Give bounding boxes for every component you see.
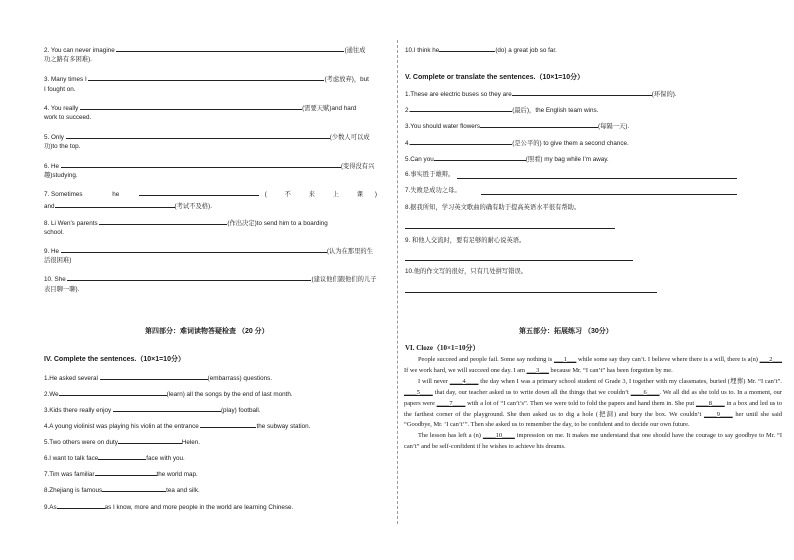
answer-blank[interactable] — [99, 218, 227, 225]
v-item-3: 3.You should water flowers (每隔一天). — [405, 123, 630, 130]
section-iv-heading: IV. Complete the sentences.（10×1=10分） — [44, 356, 185, 363]
question-2-cont: 功之路有多困难). — [44, 56, 92, 63]
answer-blank[interactable] — [61, 246, 327, 253]
answer-blank[interactable] — [480, 121, 598, 128]
question-7: 7. Sometimes he ( 不 来 上 课 ) — [44, 191, 377, 198]
question-8: 8. Li Wen's parents (作出决定)to send him to a boarding — [44, 220, 328, 227]
cloze-blank-6[interactable]: ____6____ — [630, 388, 660, 396]
answer-blank[interactable] — [100, 373, 208, 380]
question-6-cont: 趣)studying. — [44, 172, 78, 179]
v-item-9: 9. 和他人交流时，要有足够的耐心说英语。 — [405, 237, 526, 244]
answer-blank[interactable] — [95, 469, 157, 476]
answer-blank[interactable] — [410, 105, 512, 112]
question-10-cont: 表目聊一聊). — [44, 286, 80, 293]
answer-blank[interactable] — [116, 45, 344, 52]
section-v-heading: V. Complete or translate the sentences.（10×1=10分） — [405, 74, 585, 81]
cloze-blank-4[interactable]: ____4____ — [449, 377, 479, 385]
cloze-blank-2[interactable]: ___2___ — [759, 356, 782, 363]
cloze-blank-9[interactable]: ____9____ — [703, 410, 733, 418]
cloze-blank-5[interactable]: ____5____ — [404, 388, 433, 396]
cloze-passage — [404, 355, 782, 453]
question-4-cont: work to succeed. — [44, 114, 92, 121]
question-5: 5. Only (少数人可以成 — [44, 134, 370, 141]
v-item-7: 7.失败是成功之母。 — [405, 187, 461, 194]
answer-blank[interactable] — [66, 132, 330, 139]
iv-item-3: 3.Kids there really enjoy (play) football. — [44, 407, 261, 414]
answer-blank[interactable] — [113, 405, 221, 412]
cloze-paragraph-3: The lesson has left a (n) ____10____ impression on me. It makes me understand that one should have the courage to say goodbye to Mr. “I can’t” and be self-confident if he wishes to achieve his dreams. — [404, 432, 782, 451]
answer-blank[interactable] — [434, 154, 526, 161]
answer-line[interactable] — [457, 178, 737, 179]
answer-blank[interactable] — [80, 103, 302, 110]
answer-blank[interactable] — [57, 502, 105, 509]
section-vi-heading: VI. Cloze（10×1=10分） — [405, 344, 480, 352]
iv-item-9: 9.As as I know, more and more people in the world are learning Chinese. — [44, 504, 294, 511]
part-5-title: 第五部分：拓展练习 （30分） — [519, 328, 613, 335]
question-7-cont: and (考试不及格). — [44, 203, 212, 210]
answer-blank[interactable] — [88, 74, 324, 81]
answer-line[interactable] — [405, 228, 615, 229]
cloze-blank-8[interactable]: ____8____ — [695, 399, 725, 407]
answer-blank[interactable] — [98, 453, 146, 460]
iv-item-4: 4.A young violinist was playing his violin at the entrance the subway station. — [44, 423, 311, 430]
cloze-blank-10[interactable]: ____10____ — [482, 432, 515, 440]
cloze-paragraph-2: I will never ____4____ the day when I was a primary school student of Grade 3, I together with my classmates, buried (埋葬) Mr. “I can’t”. ____5____ that day, our teacher asked us to write down all the things that we couldn’t ____6____. We all did as she told us to. In a moment, our papers were ____7____ with a lot of “I can’t’s”. Then we were told to fold the papers and hand them in. She put ____8____ in a box and led us to the farthest corner of the playground. She then asked us to dig a hole (把洞) and bury the box. We couldn’t ____9____ her until she said “Goodbye, Mr. ‘I can’t’”. Then she asked us to remember the day, to be confident and to decide our own future. — [404, 377, 783, 429]
iv-item-6: 6.I want to talk face face with you. — [44, 455, 185, 462]
answer-blank[interactable] — [118, 437, 182, 444]
v-item-4: 4. (是公平的) to give them a second chance. — [405, 140, 629, 147]
question-9: 9. He (认为在那里的生 — [44, 248, 373, 255]
question-8-cont: school. — [44, 229, 64, 236]
answer-blank[interactable] — [102, 485, 166, 492]
question-10: 10. She (建议他们跟他们的儿子 — [44, 276, 377, 283]
question-9-cont: 活很困难) — [44, 257, 72, 264]
answer-line[interactable] — [481, 194, 737, 195]
v-item-5: 5.Can you (照看) my bag while I'm away. — [405, 156, 609, 163]
answer-blank[interactable] — [67, 274, 311, 281]
answer-blank[interactable] — [200, 421, 256, 428]
iv-item-7: 7.Tim was familiar the world map. — [44, 471, 198, 478]
answer-line[interactable] — [405, 260, 633, 261]
answer-blank[interactable] — [410, 138, 512, 145]
v-item-6: 6.事实胜于雄辩。 — [405, 171, 455, 178]
cloze-blank-1[interactable]: ___1___ — [553, 356, 577, 363]
question-4: 4. You really (需要天赋)and hard — [44, 105, 357, 112]
question-3: 3. Many times I (考虑放弃)，but — [44, 76, 369, 83]
v-item-10: 10.他的作文写的很好，只有几处拼写错误。 — [405, 268, 528, 275]
answer-line[interactable] — [405, 292, 657, 293]
answer-blank[interactable] — [55, 201, 175, 208]
answer-blank[interactable] — [59, 389, 167, 396]
question-10-right: 10.I think he (do) a great job so far. — [405, 47, 557, 54]
v-item-2: 2. (最后)，the English team wins. — [405, 107, 599, 114]
answer-blank[interactable] — [139, 189, 259, 196]
question-5-cont: 功)to the top. — [44, 143, 81, 150]
question-3-cont: I fought on. — [44, 86, 76, 93]
cloze-blank-7[interactable]: ____7____ — [436, 399, 466, 407]
cloze-blank-3[interactable]: ___3___ — [526, 366, 549, 374]
v-item-8: 8.据我所知，学习英文歌曲的确有助于提高英语水平很有帮助。 — [405, 204, 581, 211]
answer-blank[interactable] — [439, 45, 495, 52]
cloze-paragraph-1: People succeed and people fail. Some say nothing is ___1___ while some say they can’t. I believe where there is a will, there is a(n) ___2___ If we work hard, we will succeed one day. I am ___3___ because Mr. “I can’t” has been forgotten by me. — [404, 356, 782, 374]
answer-blank[interactable] — [61, 161, 341, 168]
question-2: 2. You can never imagine (通往成 — [44, 47, 366, 54]
answer-blank[interactable] — [512, 89, 652, 96]
iv-item-1: 1.He asked several (embarrass) questions. — [44, 375, 273, 382]
question-6: 6. He (变得没有兴 — [44, 163, 375, 170]
part-4-title: 第四部分：难词读物答疑检查 （20 分） — [145, 328, 269, 335]
iv-item-8: 8.Zhejiang is famous tea and silk. — [44, 487, 200, 494]
iv-item-5: 5.Two others were on duty Helen. — [44, 439, 201, 446]
v-item-1: 1.These are electric buses so they are (环保的). — [405, 91, 677, 98]
column-divider — [397, 40, 398, 524]
iv-item-2: 2.We (learn) all the songs by the end of last month. — [44, 391, 293, 398]
